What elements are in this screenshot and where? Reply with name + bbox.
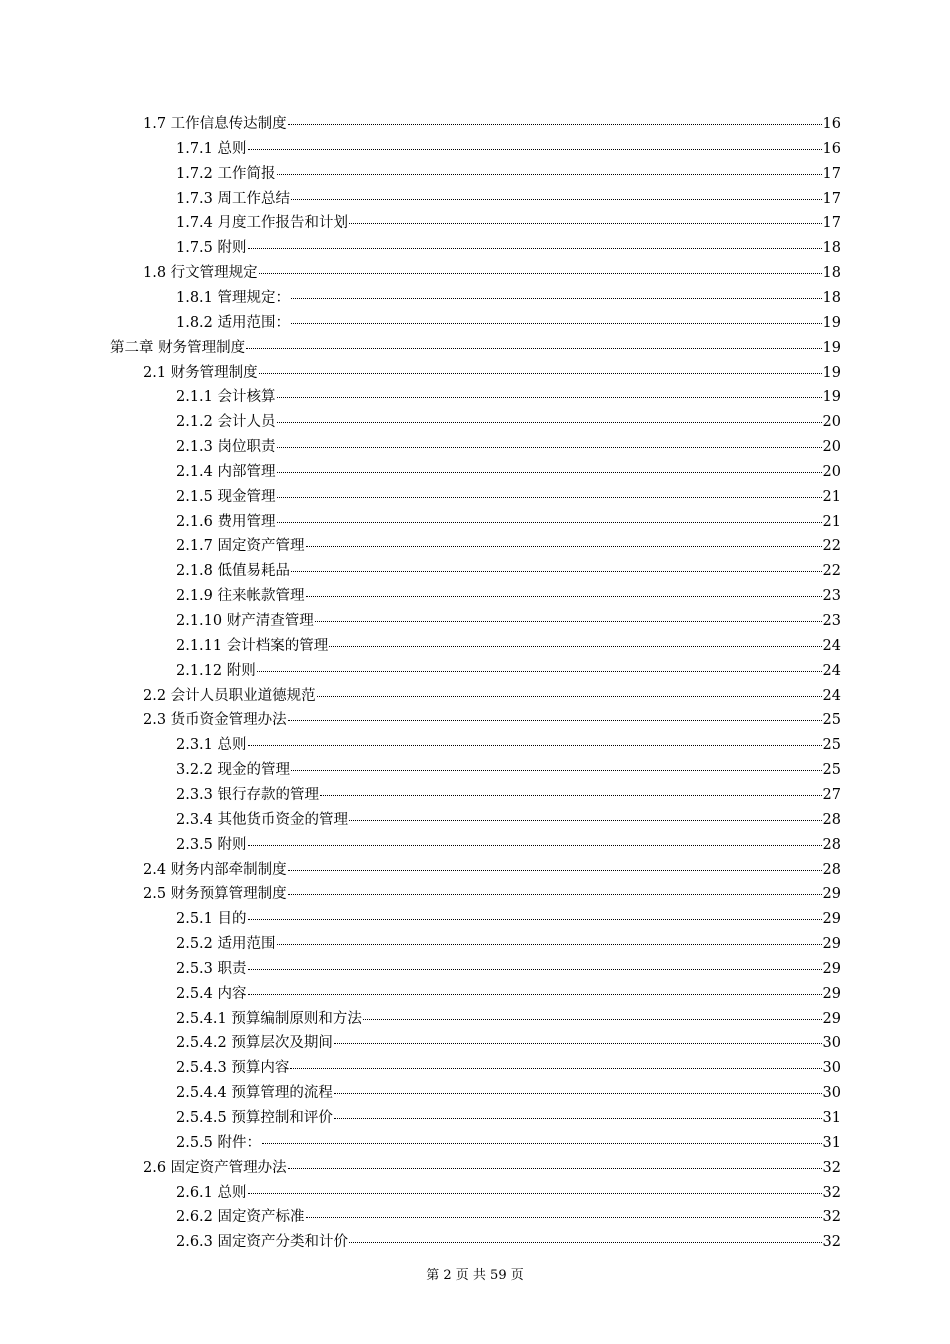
toc-entry[interactable] [176, 1230, 841, 1255]
toc-dot-leader [277, 446, 822, 448]
toc-entry-page-number: 25 [822, 762, 841, 779]
toc-dot-leader [349, 819, 822, 821]
toc-dot-leader [262, 1142, 822, 1144]
toc-dot-leader [306, 545, 822, 547]
toc-entry-title: 2.1 财务管理制度 [143, 364, 258, 381]
toc-entry-page-number: 32 [822, 1184, 841, 1201]
toc-entry-title: 2.5.3 职责 [176, 960, 247, 977]
toc-entry-title: 2.3.3 银行存款的管理 [176, 786, 320, 803]
toc-entry-title: 2.5.4.5 预算控制和评价 [176, 1110, 333, 1126]
toc-dot-leader [277, 421, 822, 423]
toc-entry[interactable] [176, 385, 841, 410]
toc-dot-leader [288, 123, 822, 125]
toc-entry-page-number: 23 [822, 588, 841, 605]
toc-entry[interactable] [176, 286, 841, 311]
page-number-label: 第 2 页 共 59 页 [426, 1268, 524, 1283]
toc-dot-leader [315, 620, 822, 622]
toc-entry-page-number: 29 [822, 886, 841, 903]
toc-dot-leader [288, 893, 822, 895]
toc-entry-page-number: 28 [822, 836, 841, 853]
toc-dot-leader [277, 943, 822, 945]
toc-entry[interactable] [176, 236, 841, 261]
toc-entry[interactable] [176, 932, 841, 957]
toc-entry-page-number: 19 [822, 314, 841, 331]
toc-dot-leader [291, 769, 822, 771]
toc-entry[interactable] [143, 1156, 841, 1181]
toc-dot-leader [288, 1167, 822, 1169]
toc-dot-leader [277, 396, 822, 398]
toc-dot-leader [259, 272, 822, 274]
toc-dot-leader [248, 844, 822, 846]
toc-entry-title: 2.1.7 固定资产管理 [176, 538, 305, 555]
toc-dot-leader [363, 1018, 822, 1020]
toc-dot-leader [291, 322, 822, 324]
toc-entry-title: 2.5 财务预算管理制度 [143, 886, 287, 903]
toc-entry-page-number: 29 [822, 936, 841, 953]
toc-entry-page-number: 29 [822, 911, 841, 928]
toc-entry[interactable] [176, 211, 841, 236]
toc-entry[interactable] [176, 485, 841, 510]
toc-entry-page-number: 20 [822, 414, 841, 431]
toc-dot-leader [317, 695, 822, 697]
toc-entry-title: 2.3.4 其他货币资金的管理 [176, 811, 349, 828]
toc-entry-page-number: 24 [822, 662, 841, 679]
toc-entry-page-number: 32 [822, 1234, 841, 1251]
toc-entry[interactable] [176, 1007, 841, 1032]
toc-dot-leader [349, 222, 822, 224]
toc-entry-page-number: 21 [822, 513, 841, 530]
toc-entry-page-number: 16 [822, 140, 841, 157]
toc-entry-title: 1.7.2 工作简报 [176, 165, 276, 182]
toc-entry-page-number: 32 [822, 1159, 841, 1176]
toc-entry-page-number: 24 [822, 637, 841, 654]
toc-entry-title: 3.2.2 现金的管理 [176, 762, 291, 779]
toc-entry-page-number: 30 [822, 1060, 841, 1077]
toc-entry-page-number: 22 [822, 538, 841, 555]
toc-dot-leader [334, 1042, 822, 1044]
toc-entry[interactable] [143, 361, 841, 386]
toc-entry-page-number: 17 [822, 165, 841, 182]
toc-entry[interactable] [143, 708, 841, 733]
toc-entry-page-number: 17 [822, 190, 841, 207]
toc-entry-title: 1.7.4 月度工作报告和计划 [176, 215, 349, 232]
toc-entry-page-number: 30 [822, 1035, 841, 1052]
toc-entry[interactable] [176, 982, 841, 1007]
toc-entry-title: 2.6.2 固定资产标准 [176, 1209, 305, 1226]
toc-entry-title: 2.1.10 财产清查管理 [176, 613, 314, 629]
toc-entry-page-number: 29 [822, 985, 841, 1002]
toc-entry-page-number: 18 [822, 240, 841, 257]
toc-entry-title: 2.1.5 现金管理 [176, 488, 276, 505]
toc-dot-leader [291, 198, 822, 200]
toc-dot-leader [290, 1067, 821, 1069]
toc-entry-title: 1.8.2 适用范围： [176, 314, 291, 331]
toc-entry-title: 1.8.1 管理规定： [176, 289, 291, 306]
toc-entry[interactable] [176, 1205, 841, 1230]
toc-entry[interactable] [176, 510, 841, 535]
toc-entry[interactable] [176, 311, 841, 336]
toc-entry-page-number: 24 [822, 687, 841, 704]
toc-entry[interactable] [176, 1081, 841, 1106]
toc-entry[interactable] [110, 336, 841, 361]
toc-entry-title: 2.1.4 内部管理 [176, 463, 276, 480]
toc-entry-page-number: 29 [822, 1010, 841, 1027]
toc-entry-title: 2.6.1 总则 [176, 1184, 247, 1201]
toc-entry-page-number: 32 [822, 1209, 841, 1226]
toc-entry[interactable] [176, 733, 841, 758]
toc-dot-leader [277, 521, 822, 523]
toc-dot-leader [248, 148, 822, 150]
toc-dot-leader [334, 1117, 822, 1119]
toc-entry-title: 2.3.5 附则 [176, 836, 247, 853]
toc-entry-page-number: 22 [822, 563, 841, 580]
page-footer [0, 1266, 950, 1286]
toc-entry-title: 2.5.5 附件： [176, 1134, 262, 1151]
toc-entry[interactable] [176, 534, 841, 559]
toc-entry-page-number: 25 [822, 737, 841, 754]
toc-entry-title: 2.4 财务内部牵制制度 [143, 861, 287, 878]
toc-entry-title: 2.3.1 总则 [176, 737, 247, 754]
toc-entry-page-number: 18 [822, 265, 841, 282]
toc-entry-page-number: 19 [822, 389, 841, 406]
toc-dot-leader [291, 297, 822, 299]
toc-entry-title: 2.5.4.2 预算层次及期间 [176, 1035, 333, 1052]
toc-entry-title: 2.5.4.1 预算编制原则和方法 [176, 1010, 362, 1027]
toc-entry-title: 2.6.3 固定资产分类和计价 [176, 1234, 349, 1251]
toc-dot-leader [277, 496, 822, 498]
toc-entry[interactable] [176, 833, 841, 858]
toc-entry-title: 1.7.5 附则 [176, 240, 247, 257]
toc-dot-leader [248, 918, 822, 920]
toc-entry-title: 1.7.1 总则 [176, 140, 247, 157]
toc-entry-page-number: 27 [822, 786, 841, 803]
toc-entry-page-number: 21 [822, 488, 841, 505]
toc-entry-page-number: 28 [822, 811, 841, 828]
toc-entry-title: 1.8 行文管理规定 [143, 265, 258, 282]
toc-dot-leader [248, 968, 822, 970]
toc-entry-title: 2.1.12 附则 [176, 662, 256, 679]
toc-entry[interactable] [176, 758, 841, 783]
toc-entry-title: 2.5.4.4 预算管理的流程 [176, 1085, 333, 1102]
toc-dot-leader [257, 670, 822, 672]
toc-entry[interactable] [176, 957, 841, 982]
toc-entry-title: 2.5.2 适用范围 [176, 936, 276, 953]
toc-entry-title: 2.1.6 费用管理 [176, 513, 276, 530]
toc-entry-title: 2.1.8 低值易耗品 [176, 563, 291, 580]
toc-entry[interactable] [176, 1031, 841, 1056]
toc-entry[interactable] [176, 162, 841, 187]
toc-dot-leader [349, 1241, 822, 1243]
toc-entry-title: 2.5.1 目的 [176, 911, 247, 928]
toc-entry-title: 2.5.4 内容 [176, 985, 247, 1002]
toc-dot-leader [248, 247, 822, 249]
toc-entry[interactable] [143, 882, 841, 907]
toc-dot-leader [306, 595, 822, 597]
toc-dot-leader [277, 471, 822, 473]
toc-entry-page-number: 25 [822, 712, 841, 729]
toc-entry[interactable] [176, 410, 841, 435]
toc-entry-page-number: 20 [822, 463, 841, 480]
toc-dot-leader [291, 570, 822, 572]
toc-entry-title: 2.1.3 岗位职责 [176, 439, 276, 456]
toc-dot-leader [248, 993, 822, 995]
toc-entry[interactable] [176, 783, 841, 808]
toc-entry[interactable] [176, 609, 841, 634]
toc-entry-title: 1.7 工作信息传达制度 [143, 116, 287, 132]
toc-entry-page-number: 16 [822, 116, 841, 132]
toc-entry-page-number: 23 [822, 613, 841, 629]
toc-entry-page-number: 18 [822, 289, 841, 306]
toc-entry-title: 2.5.4.3 预算内容 [176, 1060, 290, 1077]
toc-entry[interactable] [176, 1181, 841, 1206]
toc-entry[interactable] [176, 435, 841, 460]
toc-entry[interactable] [176, 1056, 841, 1081]
toc-entry[interactable] [176, 559, 841, 584]
toc-entry-title: 2.3 货币资金管理办法 [143, 712, 287, 729]
toc-dot-leader [246, 347, 821, 349]
toc-entry-page-number: 20 [822, 439, 841, 456]
toc-entry[interactable] [176, 1106, 841, 1131]
toc-entry[interactable] [176, 584, 841, 609]
toc-dot-leader [259, 372, 822, 374]
toc-dot-leader [277, 173, 822, 175]
toc-dot-leader [320, 794, 822, 796]
toc-dot-leader [334, 1092, 822, 1094]
toc-entry-title: 2.6 固定资产管理办法 [143, 1159, 287, 1176]
toc-dot-leader [288, 719, 822, 721]
toc-entry-title: 第二章 财务管理制度 [110, 339, 246, 356]
toc-entry-title: 2.1.9 往来帐款管理 [176, 588, 305, 605]
toc-entry-page-number: 31 [822, 1110, 841, 1126]
toc-entry[interactable] [143, 261, 841, 286]
toc-entry-page-number: 17 [822, 215, 841, 232]
toc-entry[interactable] [176, 808, 841, 833]
toc-entry[interactable] [176, 1131, 841, 1156]
toc-entry[interactable] [143, 858, 841, 883]
toc-dot-leader [248, 1192, 822, 1194]
toc-entry-title: 2.1.1 会计核算 [176, 389, 276, 406]
toc-dot-leader [306, 1216, 822, 1218]
toc-entry-title: 2.2 会计人员职业道德规范 [143, 687, 316, 704]
toc-entry[interactable] [143, 684, 841, 709]
toc-entry[interactable] [176, 634, 841, 659]
toc-entry[interactable] [176, 187, 841, 212]
toc-entry[interactable] [176, 460, 841, 485]
toc-dot-leader [329, 645, 821, 647]
toc-entry-page-number: 19 [822, 339, 841, 356]
toc-entry-title: 2.1.2 会计人员 [176, 414, 276, 431]
toc-entry-page-number: 19 [822, 364, 841, 381]
toc-entry[interactable] [143, 112, 841, 137]
toc-entry[interactable] [176, 137, 841, 162]
toc-entry-title: 1.7.3 周工作总结 [176, 190, 291, 207]
toc-dot-leader [248, 744, 822, 746]
toc-entry-page-number: 31 [822, 1134, 841, 1151]
toc-entry-page-number: 30 [822, 1085, 841, 1102]
toc-entry[interactable] [176, 907, 841, 932]
toc-entry-page-number: 29 [822, 960, 841, 977]
toc-entry-title: 2.1.11 会计档案的管理 [176, 637, 329, 654]
toc-dot-leader [288, 869, 822, 871]
toc-entry-page-number: 28 [822, 861, 841, 878]
toc-entry[interactable] [176, 659, 841, 684]
